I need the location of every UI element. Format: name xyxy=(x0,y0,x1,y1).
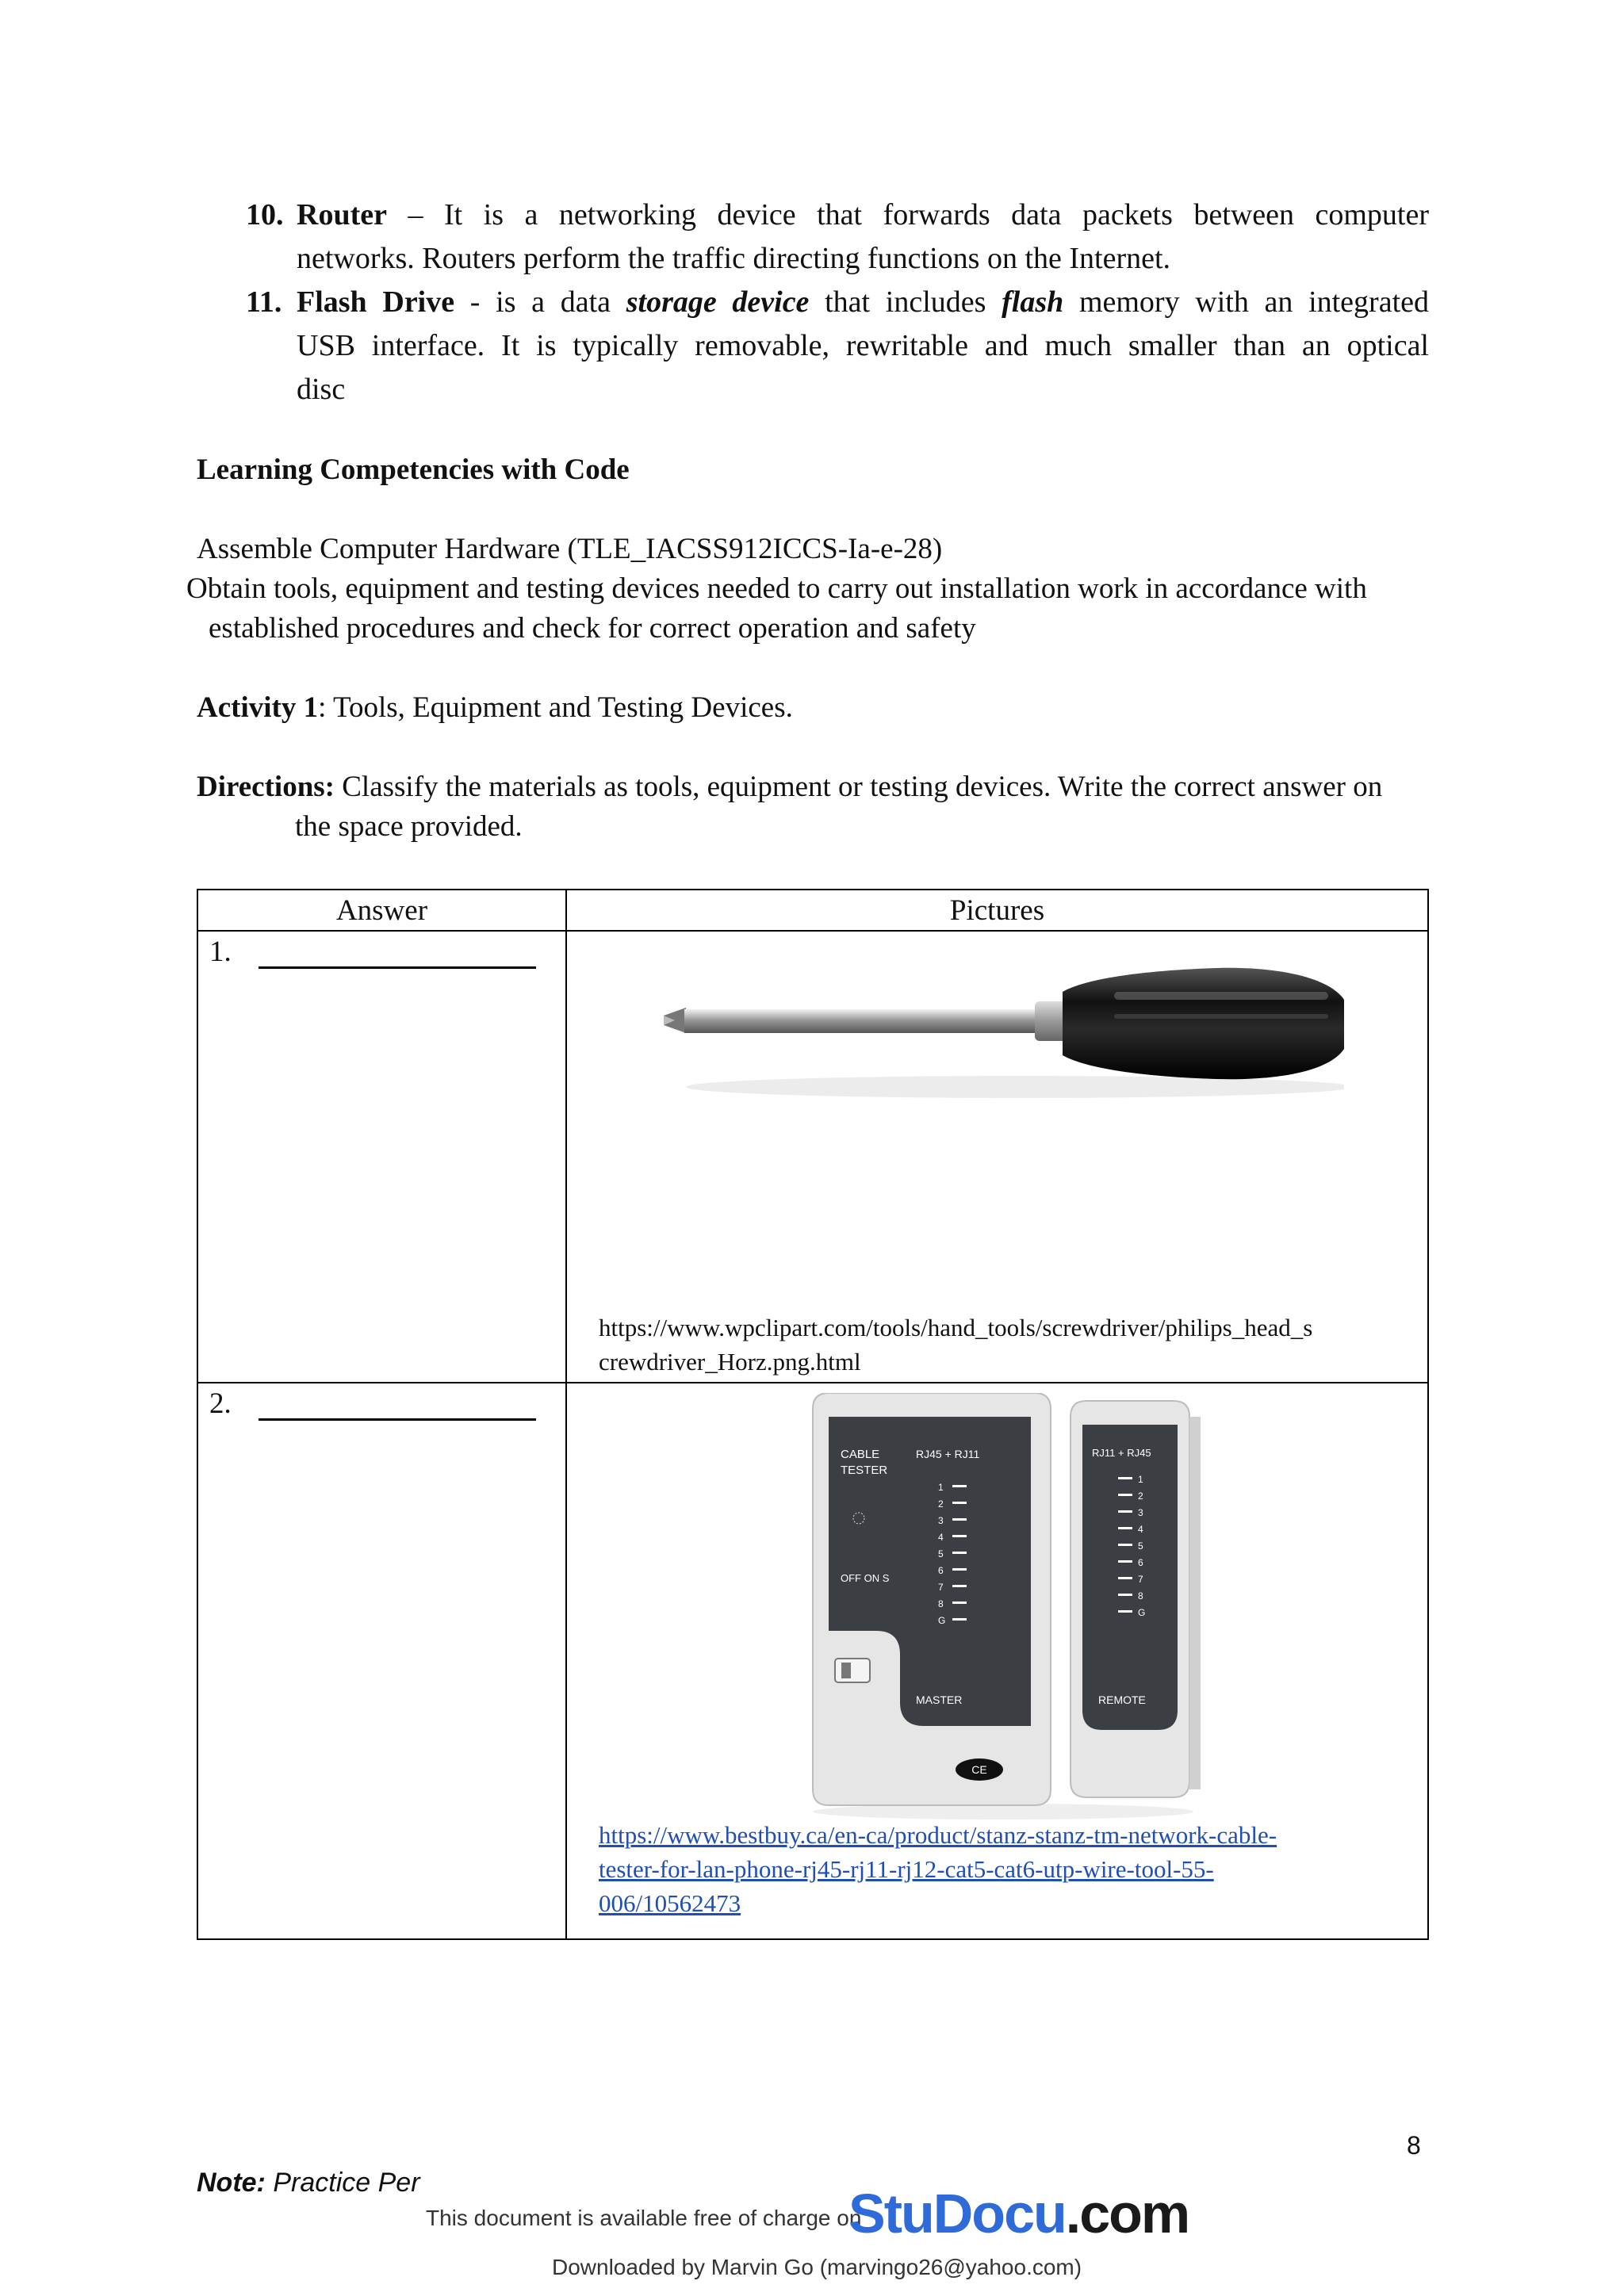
picture-cell xyxy=(566,931,1428,1383)
competency-line-3: established procedures and check for correct operation and safety xyxy=(209,612,976,645)
downloaded-by: Downloaded by Marvin Go (marvingo26@yahoo.com) xyxy=(552,2255,1082,2279)
page-number: 8 xyxy=(1407,2131,1421,2160)
header-answer: Answer xyxy=(197,890,566,931)
pin-led xyxy=(952,1601,967,1604)
pin-label: 5 xyxy=(938,1548,944,1559)
term-router: Router xyxy=(297,198,387,232)
competencies-heading: Learning Competencies with Code xyxy=(197,453,630,486)
pin-label: 2 xyxy=(938,1498,944,1510)
pin-label: 5 xyxy=(1138,1540,1143,1552)
tester-remote-label: REMOTE xyxy=(1098,1693,1146,1706)
pin-label: G xyxy=(1138,1607,1146,1618)
footer-note: Note: Practice Per xyxy=(197,2168,420,2198)
pin-led xyxy=(1118,1510,1132,1513)
pin-label: 4 xyxy=(938,1532,944,1543)
term-flash-drive: Flash Drive xyxy=(297,285,455,319)
answer-number: 2. xyxy=(209,1387,232,1420)
activity-title: Activity 1: Tools, Equipment and Testing Devices. xyxy=(197,691,793,724)
pin-label: 6 xyxy=(938,1565,944,1576)
picture-cell xyxy=(566,1383,1428,1939)
answer-cell[interactable] xyxy=(197,1383,566,1939)
answer-cell[interactable] xyxy=(197,931,566,1383)
pin-led xyxy=(1118,1527,1132,1529)
pin-led xyxy=(952,1618,967,1621)
answer-blank[interactable] xyxy=(259,966,536,969)
image-source-1: https://www.wpclipart.com/tools/hand_tools/screwdriver/philips_head_s crewdriver_Horz.png.html xyxy=(599,1314,1313,1376)
pin-label: 7 xyxy=(938,1582,944,1593)
pin-led xyxy=(1118,1494,1132,1496)
pin-led xyxy=(1118,1477,1132,1479)
list-number: 11. xyxy=(246,285,282,319)
pin-led xyxy=(952,1518,967,1521)
activity-table xyxy=(197,889,1429,1940)
pin-label: 7 xyxy=(1138,1574,1143,1585)
directions-line-2: the space provided. xyxy=(295,810,523,843)
cable-tester-image xyxy=(797,1393,1209,1821)
pin-label: 8 xyxy=(1138,1590,1143,1601)
pin-label: 1 xyxy=(1138,1474,1143,1485)
pin-label: G xyxy=(938,1615,946,1626)
pin-led xyxy=(952,1568,967,1571)
pin-led xyxy=(952,1485,967,1487)
tester-title-1: CABLE xyxy=(841,1448,880,1461)
screwdriver-image xyxy=(646,946,1344,1104)
pin-led xyxy=(952,1535,967,1537)
pin-led xyxy=(952,1552,967,1554)
directions-line-1: Directions: Classify the materials as tools, equipment or testing devices. Write the correct answer on xyxy=(197,771,1383,803)
tester-title-2: TESTER xyxy=(841,1464,888,1477)
studocu-logo[interactable]: StuDocu.com xyxy=(848,2183,1189,2244)
tester-master-label: MASTER xyxy=(916,1693,963,1706)
pin-label: 4 xyxy=(1138,1524,1143,1535)
pin-led xyxy=(1118,1560,1132,1563)
pin-led xyxy=(1118,1544,1132,1546)
pin-label: 2 xyxy=(1138,1490,1143,1502)
answer-blank[interactable] xyxy=(259,1418,536,1421)
pin-label: 1 xyxy=(938,1482,944,1493)
power-switch xyxy=(835,1659,870,1682)
available-text: This document is available free of charge on xyxy=(426,2206,862,2230)
table-row xyxy=(197,1383,1428,1939)
pin-led xyxy=(1118,1610,1132,1613)
pin-led xyxy=(1118,1594,1132,1596)
pin-label: 3 xyxy=(938,1515,944,1526)
table-row xyxy=(197,931,1428,1383)
list-number: 10. xyxy=(246,198,284,232)
competency-line-2: Obtain tools, equipment and testing devices needed to carry out installation work in accordance with xyxy=(186,572,1367,605)
pin-label: 8 xyxy=(938,1598,944,1609)
tester-master-ports: RJ45 + RJ11 xyxy=(916,1448,980,1460)
tester-remote-ports: RJ11 + RJ45 xyxy=(1092,1447,1151,1459)
list-item-flash-drive: 11. Flash Drive - is a data storage device that includes flash memory with an integrated USB interface. It is typically removable, rewritable and much smaller than an optical disc xyxy=(246,281,1429,411)
ce-mark: CE xyxy=(971,1763,987,1776)
tester-switch-label: OFF ON S xyxy=(841,1572,890,1584)
pin-led xyxy=(952,1502,967,1504)
answer-number: 1. xyxy=(209,936,232,968)
pin-led xyxy=(1118,1577,1132,1579)
pin-label: 6 xyxy=(1138,1557,1143,1568)
pin-label: 3 xyxy=(1138,1507,1143,1518)
pin-led xyxy=(952,1585,967,1587)
header-pictures: Pictures xyxy=(566,890,1428,931)
list-item-router: 10. Router – It is a networking device that forwards data packets between computer networks. Routers perform the traffic directing functions on the Internet. xyxy=(246,193,1429,281)
competency-line-1: Assemble Computer Hardware (TLE_IACSS912ICCS-Ia-e-28) xyxy=(197,533,943,565)
image-source-2-link[interactable]: https://www.bestbuy.ca/en-ca/product/stanz-stanz-tm-network-cable- tester-for-lan-phone-rj45-rj11-rj12-cat5-cat6-utp-wire-tool-55- 006/10562473 xyxy=(599,1821,1277,1917)
